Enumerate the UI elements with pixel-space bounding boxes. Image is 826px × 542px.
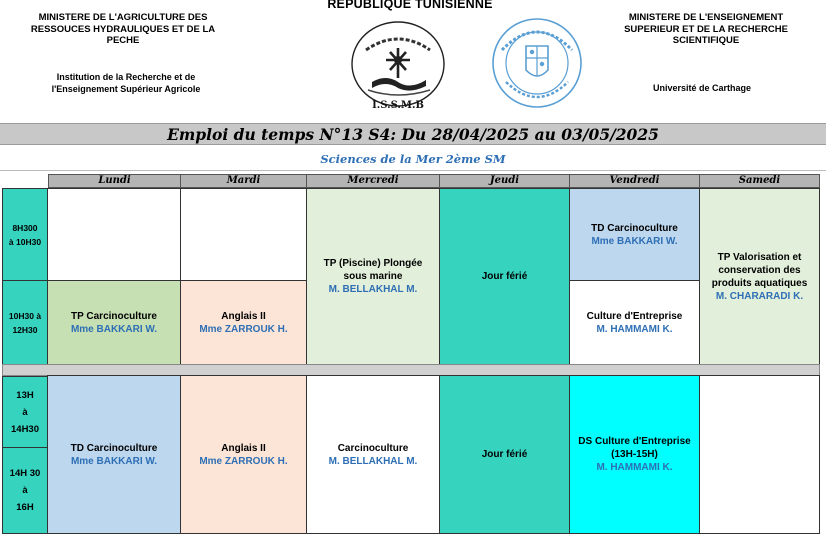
institution-line: l'Enseignement Supérieur Agricole <box>51 83 201 94</box>
session-title: TP (Piscine) Plongée sous marine <box>323 258 423 282</box>
day-header-lundi: Lundi <box>48 174 181 188</box>
cell-mardi-afternoon <box>180 375 307 534</box>
cell-mercredi-afternoon <box>306 375 440 534</box>
holiday-label: Jour férié <box>481 449 528 460</box>
session-title: Anglais II <box>221 310 266 322</box>
cell-mercredi-morning <box>306 188 440 365</box>
cell-vendredi-slot2 <box>569 280 700 365</box>
university-seal <box>488 16 586 110</box>
session-teacher: Mme BAKKARI W. <box>70 323 158 335</box>
session-teacher: Mme BAKKARI W. <box>591 235 678 247</box>
institution-line: Institution de la Recherche et de <box>56 72 196 82</box>
session-teacher: Mme ZARROUK H. <box>199 323 288 335</box>
ministry-left <box>14 12 232 47</box>
day-header-samedi: Samedi <box>699 174 820 188</box>
session-title: DS Culture d'Entreprise (13H-15H) <box>578 436 691 460</box>
cell-mardi-slot1 <box>180 188 307 281</box>
session-title: TP Carcinoculture <box>71 310 157 322</box>
time-line: à 10H30 <box>8 236 42 247</box>
ministry-right-line: SCIENTIFIQUE <box>672 35 740 46</box>
time-line: 14H 30 <box>9 468 41 479</box>
session-teacher: M. HAMMAMI K. <box>596 323 673 335</box>
day-header-mardi: Mardi <box>180 174 307 188</box>
cell-jeudi-morning <box>439 188 570 365</box>
time-line: à <box>22 485 28 496</box>
cell-samedi-afternoon <box>699 375 820 534</box>
time-line: à <box>22 406 28 418</box>
ministry-right-line: SUPERIEUR ET DE LA RECHERCHE <box>624 23 788 35</box>
program-subtitle: Sciences de la Mer 2ème SM <box>320 152 506 166</box>
time-slot-3 <box>2 376 48 448</box>
session-title: TD Carcinoculture <box>70 442 158 454</box>
time-slot-4 <box>2 447 48 534</box>
time-line: 13H <box>16 389 34 401</box>
ministry-right-line: MINISTERE DE L'ENSEIGNEMENT <box>628 12 784 23</box>
time-line: 16H <box>16 502 34 513</box>
session-teacher: Mme BAKKARI W. <box>70 455 158 467</box>
issmb-caption: I.S.S.M.B <box>372 100 424 111</box>
session-teacher: Mme ZARROUK H. <box>199 455 288 467</box>
cell-lundi-slot2 <box>47 280 181 365</box>
title-bar <box>0 123 826 145</box>
session-teacher: M. BELLAKHAL M. <box>328 284 418 295</box>
session-title: TD Carcinoculture <box>591 222 678 234</box>
day-header-vendredi: Vendredi <box>569 174 700 188</box>
cell-vendredi-afternoon <box>569 375 700 534</box>
holiday-label: Jour férié <box>481 271 528 282</box>
ministry-left-line: MINISTERE DE L'AGRICULTURE DES <box>38 12 208 23</box>
session-teacher: M. BELLAKHAL M. <box>328 455 418 467</box>
time-line: 12H30 <box>12 324 38 335</box>
day-header-jeudi: Jeudi <box>439 174 570 188</box>
session-title: Carcinoculture <box>337 442 409 454</box>
ministry-left-line: PECHE <box>106 35 140 46</box>
cell-samedi-morning <box>699 188 820 365</box>
schedule-title: Emploi du temps N°13 S4: Du 28/04/2025 au 03/05/2025 <box>167 125 659 144</box>
ministry-left-line: RESSOUCES HYDRAULIQUES ET DE LA <box>30 23 216 35</box>
cell-jeudi-afternoon <box>439 375 570 534</box>
day-header-mercredi: Mercredi <box>306 174 440 188</box>
time-line: 10H30 à <box>8 310 42 321</box>
cell-lundi-afternoon <box>47 375 181 534</box>
cell-lundi-slot1 <box>47 188 181 281</box>
institution-left <box>28 72 224 95</box>
grid-divider <box>0 170 826 171</box>
session-title: Anglais II <box>221 442 266 454</box>
session-teacher: M. HAMMAMI K. <box>596 462 673 473</box>
ministry-right <box>600 12 812 47</box>
session-teacher: M. CHARARADI K. <box>715 290 804 302</box>
cell-vendredi-slot1 <box>569 188 700 281</box>
session-title: TP Valorisation et conservation des produits aquatiques <box>711 251 808 289</box>
republic-title: REPUBLIQUE TUNISIENNE <box>327 0 493 11</box>
time-slot-1 <box>2 188 48 281</box>
session-title: Culture d'Entreprise <box>586 310 683 322</box>
issmb-logo <box>346 20 450 114</box>
time-line: 14H30 <box>11 423 39 435</box>
cell-mardi-slot2 <box>180 280 307 365</box>
time-line: 8H300 <box>12 222 38 233</box>
university-name: Université de Carthage <box>652 83 752 93</box>
time-slot-2 <box>2 280 48 365</box>
